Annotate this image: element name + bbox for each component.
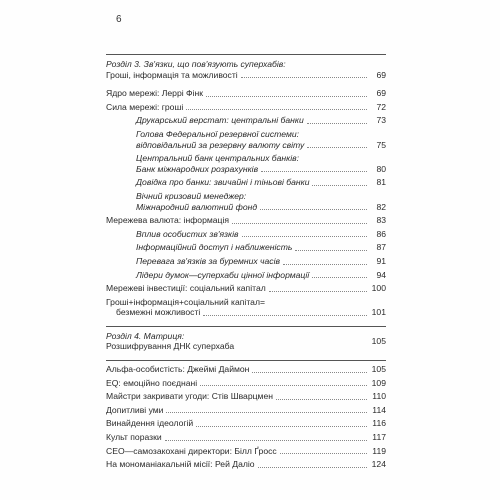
toc-entry[interactable] <box>106 391 386 405</box>
entry-title-cont: Банк міжнародних розрахунків <box>136 163 259 174</box>
leader-dots <box>307 147 367 148</box>
section-header-4[interactable] <box>106 331 386 352</box>
leader-dots <box>295 250 367 251</box>
page-ref: 119 <box>372 445 386 456</box>
entry-title: Вічний кризовий менеджер: <box>136 190 247 201</box>
page-ref: 110 <box>372 391 386 402</box>
entry-title: EQ: емоційно поєднані <box>106 377 198 388</box>
leader-dots <box>276 399 367 400</box>
toc-entry[interactable] <box>106 418 386 432</box>
toc-entry[interactable] <box>106 229 386 243</box>
section-divider <box>106 54 386 55</box>
section-header-title-line1: Розділ 4. Матриця: <box>106 330 185 341</box>
toc-entry[interactable] <box>106 191 386 215</box>
toc-entry[interactable] <box>106 88 386 102</box>
entry-title: Культ поразки <box>106 432 162 443</box>
page-ref: 83 <box>376 215 386 226</box>
page-ref: 105 <box>371 364 386 375</box>
leader-dots <box>252 372 367 373</box>
leader-dots <box>196 426 367 427</box>
leader-dots <box>312 277 367 278</box>
section-header-3[interactable] <box>106 59 386 80</box>
page-ref: 124 <box>371 459 386 470</box>
entry-title: Майстри закривати угоди: Стів Шварцмен <box>106 391 273 402</box>
page-ref: 86 <box>376 228 386 239</box>
toc-entry[interactable] <box>106 177 386 191</box>
toc-entry[interactable] <box>106 256 386 270</box>
leader-dots <box>206 96 367 97</box>
page-ref: 80 <box>376 163 386 174</box>
toc-entry[interactable] <box>106 432 386 446</box>
toc-entry[interactable] <box>106 115 386 129</box>
entry-title: Лідери думок—суперхаби цінної інформації <box>136 269 310 280</box>
entry-title-cont: відповідальний за резервну валюту світу <box>136 139 305 150</box>
leader-dots <box>242 236 367 237</box>
entry-title: Гроші+інформація+соціальний капітал= <box>106 296 265 307</box>
toc-entry[interactable] <box>106 215 386 229</box>
page-ref: 101 <box>371 307 386 318</box>
toc-entry[interactable] <box>106 459 386 473</box>
toc-entry[interactable] <box>106 242 386 256</box>
page-ref: 117 <box>372 432 386 443</box>
entry-title: Вплив особистих зв'язків <box>136 228 239 239</box>
table-of-contents <box>106 54 386 473</box>
toc-entry[interactable] <box>106 364 386 378</box>
entry-title: Голова Федеральної резервної системи: <box>136 128 300 139</box>
leader-dots <box>232 223 367 224</box>
leader-dots <box>312 185 367 186</box>
leader-dots <box>165 440 367 441</box>
entry-title: Центральний банк центральних банків: <box>136 153 299 164</box>
entry-title: Винайдення ідеологій <box>106 418 194 429</box>
page-ref: 72 <box>376 101 386 112</box>
toc-entry[interactable] <box>106 446 386 460</box>
page-ref: 82 <box>376 201 386 212</box>
entry-title-cont: Міжнародний валютний фонд <box>136 201 258 212</box>
section-header-title-line2: Розшифрування ДНК суперхаба <box>106 341 235 352</box>
page-number: 6 <box>116 14 122 25</box>
page-ref: 91 <box>376 255 386 266</box>
entry-title: Ядро мережі: Леррі Фінк <box>106 88 203 99</box>
leader-dots <box>280 453 367 454</box>
leader-dots <box>307 123 367 124</box>
page-ref: 81 <box>376 177 386 188</box>
entry-title: Допитливі уми <box>106 404 164 415</box>
toc-entry[interactable] <box>106 405 386 419</box>
toc-entry[interactable] <box>106 129 386 153</box>
page-ref: 100 <box>371 283 386 294</box>
page-ref: 73 <box>376 115 386 126</box>
page-ref: 109 <box>371 377 386 388</box>
leader-dots <box>241 77 367 78</box>
toc-entry[interactable] <box>106 297 386 321</box>
page-ref: 87 <box>376 242 386 253</box>
page-ref: 69 <box>376 88 386 99</box>
section-divider <box>106 360 386 361</box>
page-ref: 69 <box>376 69 386 80</box>
section-header-title-line1: Розділ 3. Зв'язки, що пов'язують суперхабів: <box>106 59 286 69</box>
page-ref: 94 <box>376 269 386 280</box>
leader-dots <box>283 264 367 265</box>
entry-title: Альфа-особистість: Джеймі Даймон <box>106 364 250 375</box>
leader-dots <box>200 385 367 386</box>
leader-dots <box>203 315 367 316</box>
leader-dots <box>269 291 367 292</box>
leader-dots <box>186 109 367 110</box>
entry-title: Мережеві інвестиції: соціальний капітал <box>106 283 266 294</box>
leader-dots <box>166 412 367 413</box>
entry-title: На мономаніакальній місії: Рей Даліо <box>106 459 255 470</box>
toc-entry[interactable] <box>106 270 386 284</box>
entry-title: Мережева валюта: інформація <box>106 215 230 226</box>
page-ref: 75 <box>376 139 386 150</box>
section-divider <box>106 326 386 327</box>
entry-title: Перевага зв'язків за буремних часів <box>136 255 280 266</box>
entry-title: CEO—самозакохані директори: Білл Ґросс <box>106 445 277 456</box>
toc-entry[interactable] <box>106 378 386 392</box>
entry-title: Друкарський верстат: центральні банки <box>136 115 304 126</box>
entry-title-cont: безмежні можливості <box>116 307 201 318</box>
page-ref: 116 <box>372 418 386 429</box>
page-ref: 105 <box>371 335 386 346</box>
leader-dots <box>260 209 367 210</box>
entry-title: Інформаційний доступ і наближеність <box>136 242 293 253</box>
toc-entry[interactable] <box>106 283 386 297</box>
entry-title: Довідка про банки: звичайні і тіньові банки <box>136 177 310 188</box>
leader-dots <box>261 171 367 172</box>
entry-title: Сила мережі: гроші <box>106 101 184 112</box>
toc-entry[interactable] <box>106 102 386 116</box>
leader-dots <box>258 467 367 468</box>
page-ref: 114 <box>372 404 386 415</box>
toc-entry[interactable] <box>106 153 386 177</box>
section-header-title-line2: Гроші, інформація та можливості <box>106 69 238 80</box>
